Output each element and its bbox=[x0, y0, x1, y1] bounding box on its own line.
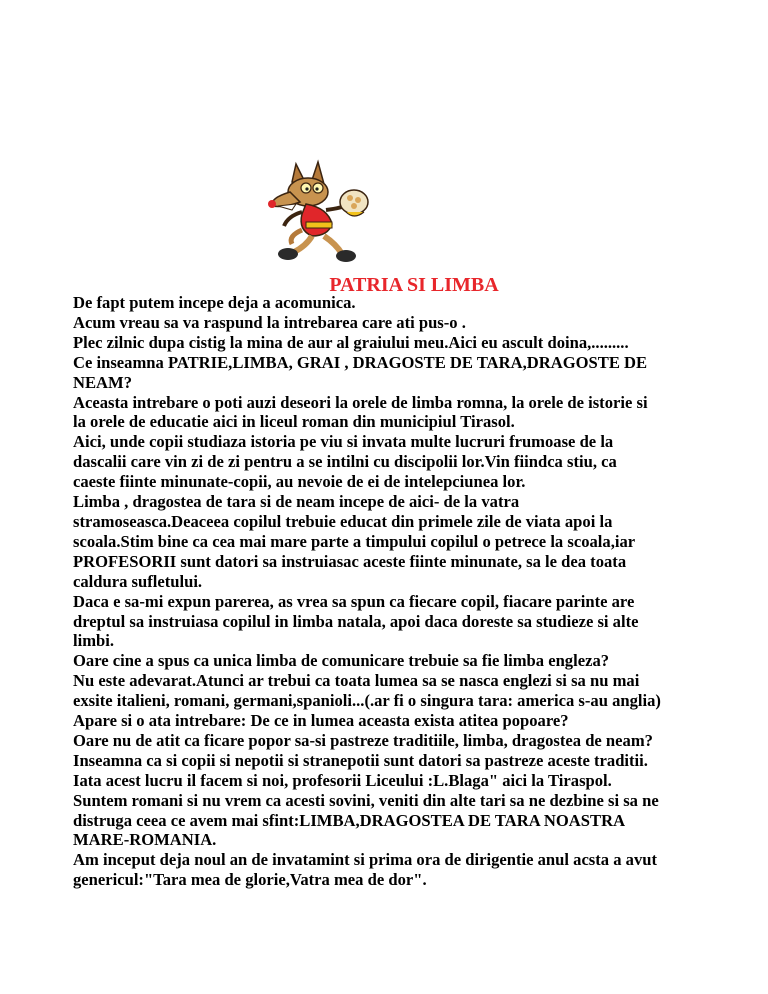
cartoon-wolf-illustration bbox=[266, 158, 378, 266]
paragraph: Am inceput deja noul an de invatamint si prima ora de dirigentie anul acsta a avut genericul:"Tara mea de glorie,Vatra mea de dor". bbox=[73, 850, 658, 890]
paragraph: Oare nu de atit ca ficare popor sa-si pastreze traditiile, limba, dragostea de neam? bbox=[73, 730, 653, 750]
paragraph: Aici, unde copii studiaza istoria pe viu si invata multe lucruri frumoase de la dascalii care vin zi de zi pentru a se intilni cu discipolii lor.Vin fiindca stiu, ca caeste fiinte minunate-copii, au nevoie de ei de intelepciunea lor. bbox=[73, 432, 617, 492]
paragraph: Plec zilnic dupa cistig la mina de aur al graiului meu.Aici eu ascult doina,......... bbox=[73, 332, 629, 352]
paragraph: Limba , dragostea de tara si de neam incepe de aici- de la vatra stramoseasca.Deaceea copilul trebuie educat din primele zile de viata apoi la scoala.Stim bine ca cea mai mare parte a timpului copilul o petrece la scoala,iar PROFESORII sunt datori sa instruiasac aceste fiinte minunate, sa le dea toata caldura sufletului. bbox=[73, 492, 636, 591]
paragraph: Inseamna ca si copii si nepotii si stranepotii sunt datori sa pastreze aceste traditii. bbox=[73, 750, 648, 770]
paragraph: Acum vreau sa va raspund la intrebarea care ati pus-o . bbox=[73, 312, 466, 332]
paragraph: Suntem romani si nu vrem ca acesti sovini, veniti din alte tari sa ne dezbine si sa ne distruga ceea ce avem mai sfint:LIMBA,DRAGOSTEA DE TARA NOASTRA MARE-ROMANIA. bbox=[73, 790, 659, 850]
paragraph: Aceasta intrebare o poti auzi deseori la orele de limba romna, la orele de istorie si la orele de educatie aici in liceul roman din municipiul Tirasol. bbox=[73, 392, 648, 432]
paragraph: Daca e sa-mi expun parerea, as vrea sa spun ca fiecare copil, fiacare parinte are dreptul sa instruiasa copilul in limba natala, apoi daca doreste sa studieze si alte limbi. bbox=[73, 591, 639, 651]
paragraph: Nu este adevarat.Atunci ar trebui ca toata lumea sa se nasca englezi si sa nu mai exsite italieni, romani, germani,spanioli...(.ar fi o singura tara: america s-au anglia) bbox=[73, 671, 661, 711]
paragraph: Ce inseamna PATRIE,LIMBA, GRAI , DRAGOSTE DE TARA,DRAGOSTE DE NEAM? bbox=[73, 352, 648, 392]
paragraph: Apare si o ata intrebare: De ce in lumea aceasta exista atitea popoare? bbox=[73, 711, 569, 731]
article-body bbox=[73, 293, 713, 890]
paragraph: Iata acest lucru il facem si noi, profesorii Liceului :L.Blaga" aici la Tiraspol. bbox=[73, 770, 612, 790]
wolf-icon bbox=[266, 158, 378, 266]
page-title: PATRIA SI LIMBA bbox=[329, 274, 499, 296]
paragraph: De fapt putem incepe deja a acomunica. bbox=[73, 293, 356, 312]
paragraph: Oare cine a spus ca unica limba de comunicare trebuie sa fie limba engleza? bbox=[73, 651, 610, 671]
